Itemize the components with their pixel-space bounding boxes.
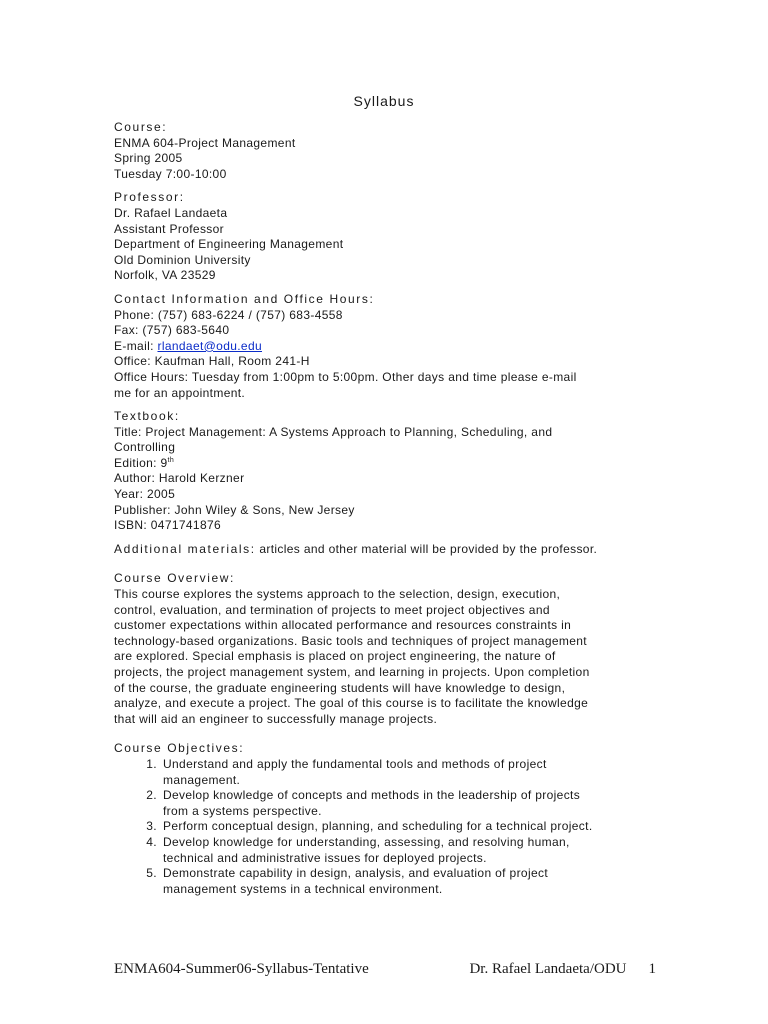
list-item-text: technical and administrative issues for deployed projects. xyxy=(163,850,487,865)
textbook-section xyxy=(114,409,654,534)
textbook-title: Title: Project Management: A Systems Approach to Planning, Scheduling, and xyxy=(114,424,553,439)
list-item-text: management. xyxy=(163,772,241,787)
list-item xyxy=(114,788,654,819)
overview-section xyxy=(114,571,654,727)
list-item-text: Demonstrate capability in design, analysis, and evaluation of project xyxy=(163,866,549,881)
list-number: 1. xyxy=(146,756,157,771)
list-item xyxy=(114,819,654,835)
course-section xyxy=(114,120,654,182)
additional-materials xyxy=(114,542,654,558)
list-number: 2. xyxy=(146,788,157,803)
office-hours-line: Office Hours: Tuesday from 1:00pm to 5:00pm. Other days and time please e-mail xyxy=(114,369,577,384)
overview-line: analyze, and execute a project. The goal of this course is to facilitate the knowledge xyxy=(114,696,589,711)
edition-label: Edition: 9 xyxy=(114,455,168,470)
additional-materials-label: Additional materials: xyxy=(114,541,256,556)
footer-author: Dr. Rafael Landaeta/ODU xyxy=(469,961,627,977)
email-label: E-mail: xyxy=(114,338,158,353)
professor-line: Dr. Rafael Landaeta xyxy=(114,205,228,220)
textbook-edition xyxy=(114,456,654,472)
objectives-list xyxy=(114,757,654,897)
email-link[interactable]: rlandaet@odu.edu xyxy=(157,338,263,353)
textbook-heading: Textbook: xyxy=(114,409,180,424)
course-line: Tuesday 7:00-10:00 xyxy=(114,166,227,181)
list-item-text: Understand and apply the fundamental tools and methods of project xyxy=(163,756,547,771)
course-line: ENMA 604-Project Management xyxy=(114,135,296,150)
page-title: Syllabus xyxy=(353,93,415,109)
page-number: 1 xyxy=(648,961,656,977)
professor-heading: Professor: xyxy=(114,190,185,205)
professor-section xyxy=(114,190,654,284)
contact-section xyxy=(114,292,654,401)
office-hours-line: me for an appointment. xyxy=(114,385,246,400)
professor-line: Norfolk, VA 23529 xyxy=(114,268,216,283)
list-item xyxy=(114,835,654,866)
list-item-text: Perform conceptual design, planning, and scheduling for a technical project. xyxy=(163,819,593,834)
list-item xyxy=(114,757,654,788)
contact-heading: Contact Information and Office Hours: xyxy=(114,291,375,306)
additional-materials-text: articles and other material will be provided by the professor. xyxy=(255,541,598,556)
edition-superscript: th xyxy=(167,456,175,464)
textbook-publisher: Publisher: John Wiley & Sons, New Jersey xyxy=(114,502,355,517)
overview-line: that will aid an engineer to successfully manage projects. xyxy=(114,711,438,726)
overview-line: of the course, the graduate engineering students will have knowledge to design, xyxy=(114,680,566,695)
footer-document-name: ENMA604-Summer06-Syllabus-Tentative xyxy=(114,961,369,977)
list-item-text: from a systems perspective. xyxy=(163,803,322,818)
list-item-text: Develop knowledge for understanding, assessing, and resolving human, xyxy=(163,834,570,849)
overview-line: technology-based organizations. Basic tools and techniques of project management xyxy=(114,633,587,648)
course-heading: Course: xyxy=(114,120,168,134)
professor-line: Old Dominion University xyxy=(114,252,251,267)
overview-line: customer expectations within allocated performance and resources constraints in xyxy=(114,618,572,633)
objectives-heading: Course Objectives: xyxy=(114,741,245,756)
overview-heading: Course Overview: xyxy=(114,571,235,586)
fax-line: Fax: (757) 683-5640 xyxy=(114,323,230,338)
professor-line: Assistant Professor xyxy=(114,221,225,236)
textbook-title-cont: Controlling xyxy=(114,440,176,455)
list-number: 4. xyxy=(146,834,157,849)
textbook-author: Author: Harold Kerzner xyxy=(114,471,245,486)
list-number: 5. xyxy=(146,866,157,881)
list-item-text: management systems in a technical environment. xyxy=(163,881,443,896)
professor-line: Department of Engineering Management xyxy=(114,237,344,252)
objectives-section xyxy=(114,741,654,897)
syllabus-body xyxy=(114,120,654,897)
list-number: 3. xyxy=(146,819,157,834)
phone-line: Phone: (757) 683-6224 / (757) 683-4558 xyxy=(114,307,343,322)
overview-line: projects, the project management system, and learning in projects. Upon completion xyxy=(114,665,590,679)
list-item-text: Develop knowledge of concepts and methods in the leadership of projects xyxy=(163,788,581,803)
list-item xyxy=(114,866,654,897)
overview-line: This course explores the systems approach to the selection, design, execution, xyxy=(114,587,561,602)
office-line: Office: Kaufman Hall, Room 241-H xyxy=(114,354,310,369)
overview-line: control, evaluation, and termination of projects to meet project objectives and xyxy=(114,602,550,617)
overview-line: are explored. Special emphasis is placed on project engineering, the nature of xyxy=(114,649,556,664)
email-line xyxy=(114,339,654,355)
textbook-isbn: ISBN: 0471741876 xyxy=(114,518,222,533)
course-line: Spring 2005 xyxy=(114,151,183,166)
textbook-year: Year: 2005 xyxy=(114,487,176,502)
